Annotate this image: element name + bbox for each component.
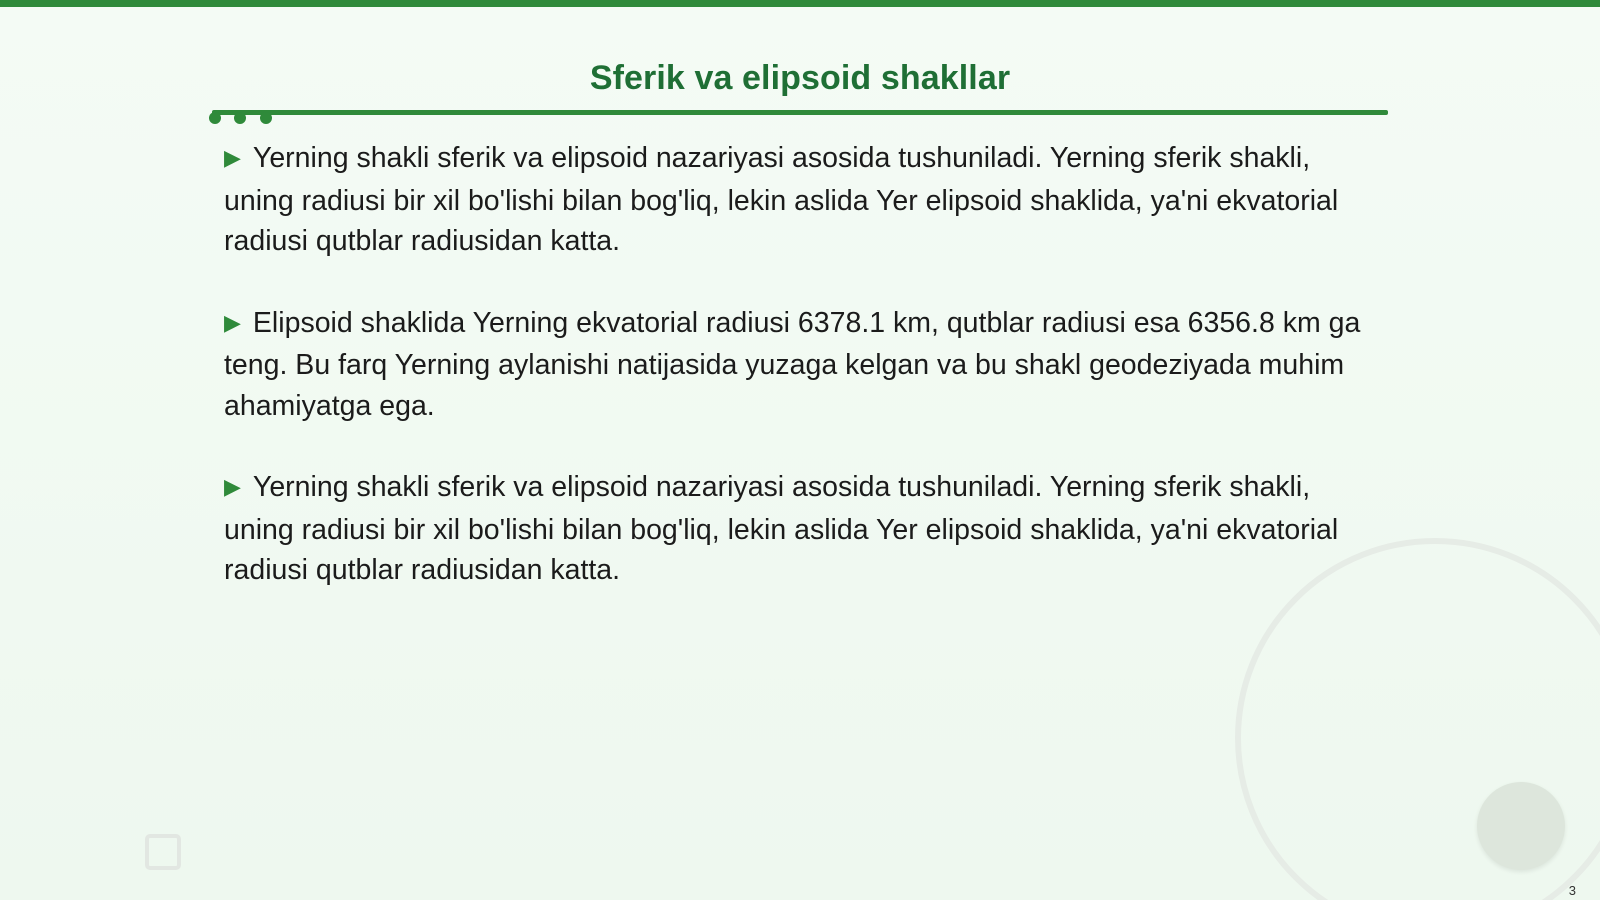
- title-underline: [212, 110, 1388, 115]
- bullet-text: Elipsoid shaklida Yerning ekvatorial radiusi 6378.1 km, qutblar radiusi esa 6356.8 km ga teng. Bu farq Yerning aylanishi natijasida yuzaga kelgan va bu shakl geodeziyada muhim ahamiyatga ega.: [224, 306, 1361, 422]
- bullet-text: Yerning shakli sferik va elipsoid nazariyasi asosida tushuniladi. Yerning sferik shakli, uning radiusi bir xil bo'lishi bilan bog'liq, lekin aslida Yer elipsoid shaklida, ya'ni ekvatorial radiusi qutblar radiusidan katta.: [224, 142, 1339, 257]
- triangle-right-icon: ▶: [224, 145, 241, 170]
- decorative-square-icon: [145, 834, 181, 870]
- page-number: 3: [1568, 883, 1576, 898]
- bullet-item: [224, 138, 1384, 262]
- decorative-dot-icon: [234, 112, 246, 124]
- bullet-list: [224, 138, 1384, 632]
- bullet-item: [224, 303, 1384, 427]
- slide-title: Sferik va elipsoid shakllar: [589, 59, 1011, 97]
- decorative-circle-icon: [1477, 782, 1565, 870]
- triangle-right-icon: ▶: [224, 309, 241, 335]
- top-accent-bar: [0, 0, 1600, 7]
- decorative-dot-icon: [260, 112, 272, 124]
- bullet-text: Yerning shakli sferik va elipsoid nazariyasi asosida tushuniladi. Yerning sferik shakli, uning radiusi bir xil bo'lishi bilan bog'liq, lekin aslida Yer elipsoid shaklida, ya'ni ekvatorial radiusi qutblar radiusidan katta.: [224, 471, 1339, 586]
- decorative-dot-icon: [209, 112, 221, 124]
- bullet-item: [224, 467, 1384, 591]
- triangle-right-icon: ▶: [224, 474, 241, 499]
